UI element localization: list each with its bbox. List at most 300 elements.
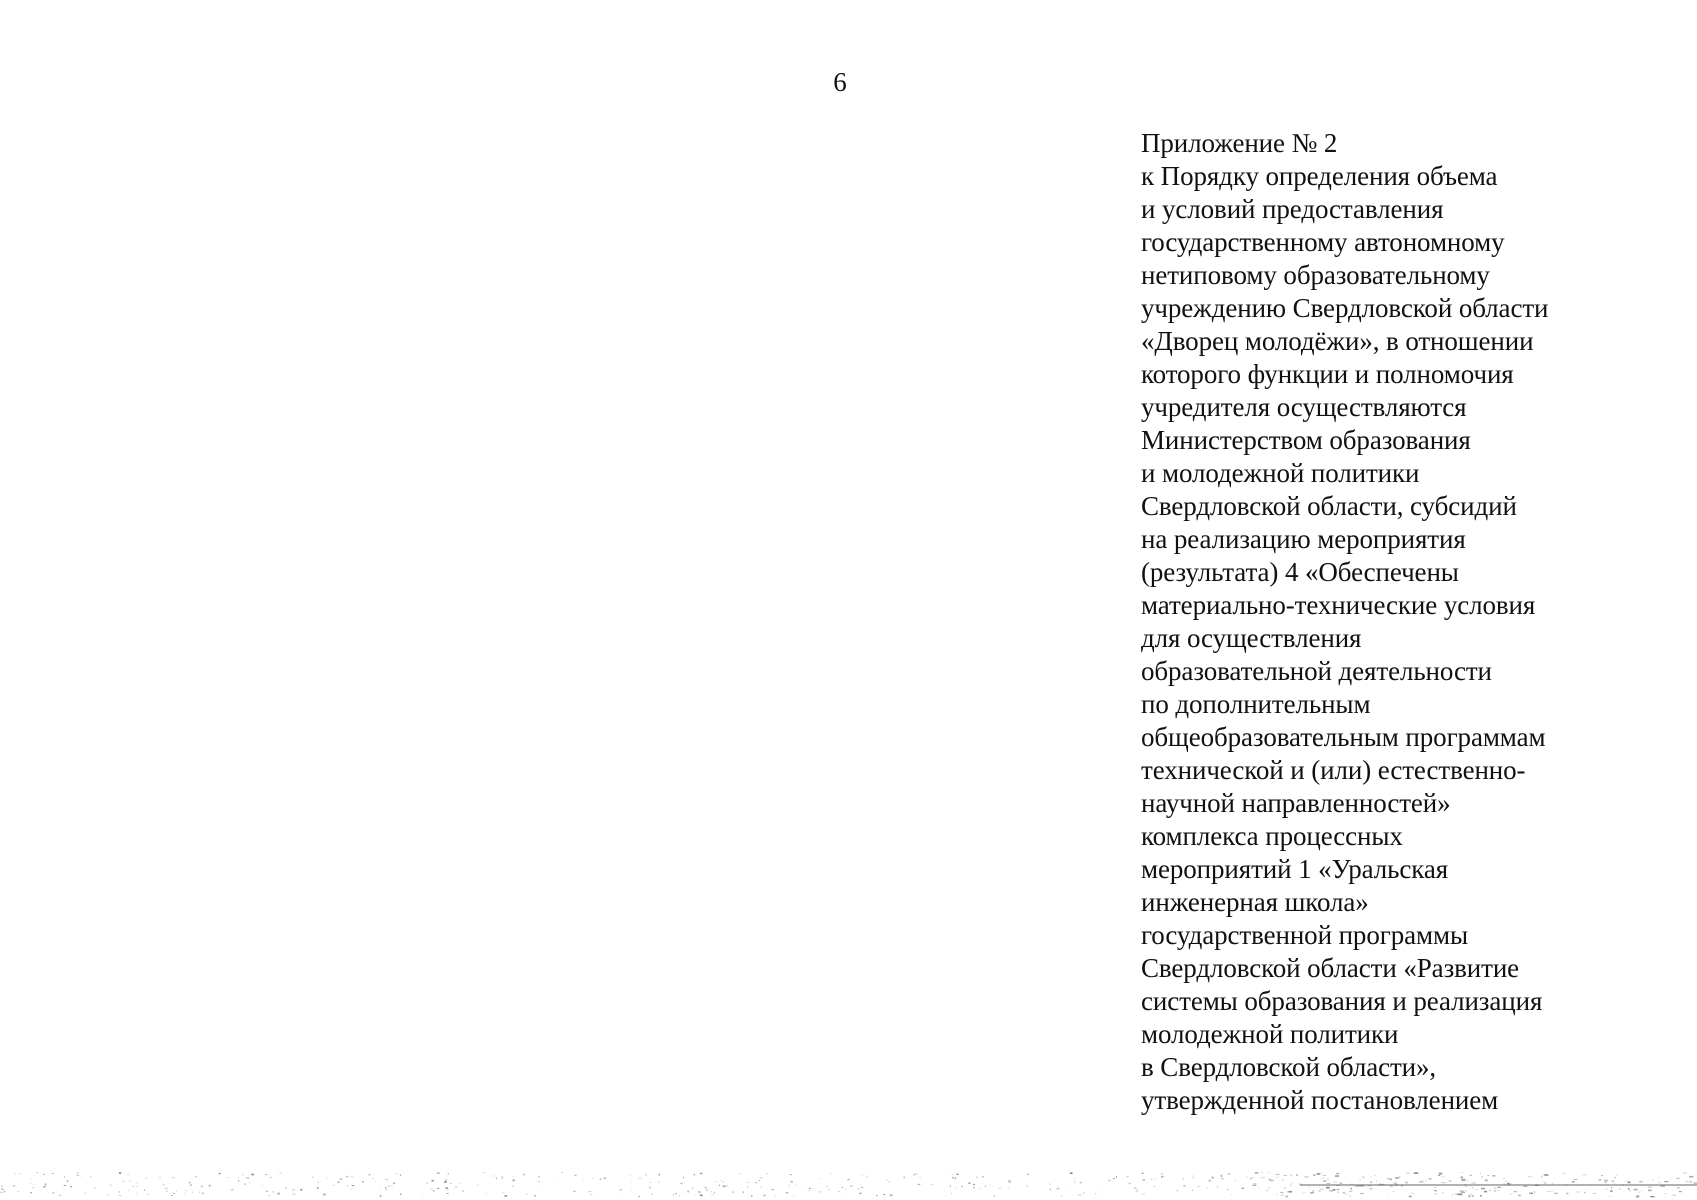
- scan-noise-speck: [1605, 1182, 1607, 1183]
- scan-noise-speck: [136, 1193, 137, 1194]
- scan-noise-speck: [1206, 1188, 1208, 1189]
- scan-noise-speck: [1057, 1188, 1060, 1189]
- scan-noise-speck: [1061, 1195, 1062, 1197]
- scan-noise-speck: [1340, 1182, 1342, 1184]
- scan-noise-speck: [1463, 1179, 1464, 1180]
- scan-noise-speck: [64, 1185, 66, 1186]
- scan-noise-speck: [1421, 1181, 1424, 1183]
- appendix-line: молодежной политики: [1141, 1019, 1399, 1049]
- scan-noise-speck: [184, 1193, 185, 1194]
- scan-noise-speck: [1116, 1176, 1117, 1178]
- scan-noise-speck: [955, 1177, 956, 1179]
- scan-noise-speck: [831, 1173, 832, 1174]
- scan-noise-speck: [1438, 1175, 1440, 1176]
- scan-noise-speck: [915, 1174, 918, 1175]
- scan-noise-speck: [1435, 1190, 1437, 1192]
- scan-noise-speck: [1262, 1173, 1263, 1174]
- scan-noise-speck: [372, 1178, 374, 1179]
- scan-noise-speck: [659, 1174, 660, 1176]
- scan-noise-speck: [30, 1182, 31, 1184]
- scan-noise-speck: [388, 1186, 389, 1187]
- scan-noise-speck: [751, 1195, 752, 1196]
- scan-noise-speck: [385, 1187, 386, 1188]
- scan-noise-speck: [1628, 1188, 1630, 1190]
- scan-noise-speck: [245, 1177, 247, 1178]
- scan-noise-speck: [1253, 1185, 1257, 1186]
- scan-noise-speck: [1531, 1194, 1532, 1195]
- scan-noise-speck: [1582, 1175, 1587, 1176]
- scan-noise-speck: [362, 1181, 364, 1182]
- scan-noise-speck: [600, 1178, 602, 1180]
- scan-noise-speck: [1359, 1179, 1361, 1180]
- scan-noise-speck: [13, 1185, 15, 1186]
- scan-noise-speck: [1673, 1195, 1676, 1196]
- scan-noise-speck: [1544, 1182, 1546, 1184]
- scan-noise-speck: [1136, 1189, 1138, 1190]
- scan-noise-speck: [395, 1174, 397, 1175]
- scan-noise-speck: [445, 1179, 447, 1180]
- scan-noise-speck: [985, 1186, 987, 1187]
- scan-noise-speck: [147, 1194, 150, 1195]
- scan-noise-speck: [1480, 1173, 1481, 1174]
- scan-noise-speck: [711, 1195, 714, 1196]
- scan-noise-speck: [1322, 1178, 1324, 1179]
- scan-noise-speck: [1496, 1190, 1500, 1191]
- scan-noise-speck: [501, 1176, 503, 1178]
- appendix-line: научной направленностей»: [1141, 788, 1451, 818]
- appendix-line: Приложение № 2: [1141, 128, 1338, 158]
- scan-noise-speck: [1474, 1189, 1478, 1190]
- scan-noise-speck: [238, 1178, 239, 1179]
- scan-noise-speck: [33, 1187, 34, 1188]
- scan-noise-speck: [1679, 1191, 1682, 1192]
- scan-noise-speck: [1634, 1189, 1638, 1191]
- scan-noise-speck: [292, 1190, 295, 1191]
- scan-noise-speck: [231, 1190, 234, 1191]
- scan-noise-speck: [620, 1189, 622, 1191]
- scan-noise-speck: [1333, 1181, 1337, 1183]
- scan-noise-speck: [771, 1189, 774, 1190]
- scan-noise-speck: [337, 1181, 340, 1183]
- scan-noise-speck: [1050, 1189, 1051, 1190]
- scan-noise-speck: [1409, 1196, 1412, 1198]
- scan-noise-speck: [1235, 1180, 1236, 1181]
- scan-noise-speck: [173, 1177, 175, 1178]
- scan-noise-speck: [1227, 1189, 1228, 1190]
- scan-noise-speck: [1533, 1190, 1534, 1191]
- scan-noise-speck: [918, 1184, 920, 1185]
- scan-noise-speck: [1228, 1173, 1231, 1175]
- scan-noise-speck: [1142, 1173, 1143, 1174]
- scan-noise-speck: [1349, 1191, 1352, 1193]
- scan-noise-speck: [760, 1178, 762, 1179]
- scan-noise-speck: [430, 1189, 433, 1190]
- scan-noise-speck: [883, 1194, 885, 1195]
- scan-noise-speck: [645, 1174, 647, 1175]
- scan-noise-speck: [1319, 1191, 1321, 1192]
- scan-noise-speck: [952, 1177, 953, 1179]
- appendix-line: комплекса процессных: [1141, 821, 1403, 851]
- scan-noise-speck: [293, 1193, 296, 1195]
- scan-noise-speck: [886, 1180, 887, 1181]
- scan-noise-speck: [44, 1174, 45, 1175]
- scan-noise-speck: [710, 1191, 712, 1192]
- scan-noise-speck: [1336, 1173, 1339, 1174]
- scan-noise-speck: [1628, 1182, 1631, 1184]
- scan-noise-speck: [136, 1186, 137, 1187]
- scan-noise-speck: [845, 1189, 846, 1191]
- scan-noise-speck: [1505, 1180, 1506, 1181]
- scan-noise-speck: [369, 1174, 371, 1176]
- scan-noise-speck: [192, 1192, 193, 1193]
- scan-noise-speck: [162, 1184, 165, 1186]
- scan-noise-strip: [0, 1168, 1697, 1200]
- scan-noise-speck: [1541, 1176, 1542, 1178]
- scan-noise-speck: [1462, 1181, 1465, 1182]
- scan-noise-speck: [119, 1172, 121, 1174]
- scan-noise-speck: [977, 1177, 978, 1178]
- scan-noise-speck: [1197, 1186, 1200, 1187]
- scan-noise-speck: [1276, 1177, 1279, 1178]
- scan-noise-speck: [795, 1185, 796, 1186]
- scan-noise-speck: [1434, 1187, 1436, 1188]
- scan-noise-speck: [1664, 1181, 1669, 1182]
- scan-noise-speck: [1108, 1180, 1110, 1182]
- scan-noise-speck: [1387, 1178, 1390, 1180]
- scan-noise-speck: [850, 1186, 852, 1187]
- scan-noise-speck: [171, 1195, 173, 1196]
- scan-noise-speck: [1309, 1187, 1311, 1188]
- scan-noise-speck: [969, 1182, 971, 1184]
- scan-noise-speck: [1296, 1174, 1298, 1176]
- scan-noise-speck: [129, 1190, 130, 1191]
- scan-noise-speck: [1183, 1186, 1185, 1187]
- scan-noise-speck: [861, 1187, 863, 1188]
- scan-noise-speck: [675, 1193, 676, 1194]
- scan-noise-speck: [202, 1193, 203, 1195]
- scan-noise-speck: [1542, 1182, 1543, 1183]
- scan-noise-speck: [122, 1181, 124, 1183]
- scan-noise-speck: [917, 1184, 918, 1185]
- scan-noise-speck: [1266, 1190, 1268, 1191]
- scan-noise-speck: [400, 1194, 401, 1196]
- scan-noise-speck: [1302, 1192, 1305, 1193]
- scan-noise-speck: [393, 1183, 395, 1184]
- scan-noise-speck: [1390, 1181, 1391, 1182]
- scan-noise-speck: [714, 1192, 715, 1194]
- scan-noise-speck: [747, 1187, 748, 1188]
- scan-noise-speck: [172, 1177, 173, 1178]
- scan-noise-speck: [1612, 1180, 1614, 1181]
- appendix-line: Свердловской области «Развитие: [1141, 953, 1520, 983]
- scan-noise-speck: [534, 1195, 536, 1196]
- scan-noise-speck: [1471, 1193, 1472, 1194]
- scan-noise-speck: [1269, 1180, 1273, 1182]
- scan-noise-speck: [1161, 1173, 1163, 1175]
- scan-noise-speck: [1251, 1178, 1252, 1180]
- scan-noise-speck: [790, 1181, 793, 1183]
- scan-noise-speck: [1231, 1194, 1232, 1195]
- scan-noise-speck: [740, 1173, 741, 1174]
- scan-noise-speck: [841, 1187, 843, 1188]
- scan-noise-speck: [1487, 1175, 1489, 1176]
- scan-noise-speck: [1268, 1187, 1269, 1189]
- scan-noise-speck: [460, 1183, 461, 1184]
- scan-noise-speck: [1095, 1193, 1096, 1194]
- scan-noise-speck: [683, 1193, 684, 1194]
- scan-noise-speck: [1070, 1172, 1073, 1174]
- scan-noise-speck: [1481, 1176, 1483, 1177]
- scan-noise-speck: [1627, 1181, 1628, 1182]
- scan-noise-speck: [788, 1185, 790, 1187]
- scan-noise-speck: [493, 1176, 495, 1177]
- scan-noise-speck: [590, 1194, 592, 1195]
- scan-noise-speck: [1337, 1189, 1340, 1190]
- appendix-line: к Порядку определения объема: [1141, 161, 1498, 191]
- scan-noise-speck: [537, 1187, 539, 1188]
- scan-noise-speck: [1414, 1172, 1418, 1174]
- scan-noise-speck: [649, 1187, 651, 1188]
- scan-noise-speck: [1636, 1196, 1639, 1198]
- scan-noise-speck: [1374, 1175, 1375, 1176]
- scan-noise-speck: [1551, 1191, 1554, 1192]
- scan-noise-speck: [973, 1187, 975, 1188]
- scan-noise-speck: [512, 1186, 514, 1187]
- scan-noise-speck: [20, 1173, 21, 1174]
- scan-noise-speck: [1528, 1177, 1532, 1178]
- scan-noise-speck: [700, 1195, 702, 1197]
- scan-noise-speck: [1261, 1177, 1265, 1178]
- scan-noise-speck: [1308, 1187, 1309, 1188]
- scan-noise-speck: [265, 1174, 267, 1175]
- scan-noise-speck: [513, 1180, 515, 1182]
- scan-noise-speck: [1376, 1180, 1377, 1182]
- scan-noise-speck: [1658, 1183, 1660, 1184]
- scan-noise-speck: [1405, 1182, 1408, 1184]
- scan-noise-speck: [1461, 1179, 1465, 1181]
- scan-noise-speck: [1056, 1189, 1058, 1190]
- scan-noise-speck: [119, 1196, 121, 1197]
- scan-noise-speck: [52, 1173, 54, 1174]
- appendix-line: государственной программы: [1141, 920, 1468, 950]
- scan-noise-speck: [705, 1187, 707, 1189]
- scan-noise-speck: [1176, 1190, 1178, 1191]
- scan-noise-speck: [1078, 1194, 1080, 1196]
- scan-noise-speck: [136, 1183, 137, 1184]
- scan-noise-speck: [1393, 1191, 1395, 1192]
- scan-noise-speck: [1362, 1177, 1364, 1178]
- scan-noise-speck: [1461, 1177, 1463, 1179]
- scan-noise-speck: [673, 1194, 674, 1196]
- scan-noise-speck: [1, 1186, 3, 1187]
- scan-noise-speck: [1155, 1178, 1157, 1179]
- scan-noise-speck: [30, 1192, 32, 1193]
- scan-noise-speck: [1323, 1175, 1326, 1176]
- scan-noise-speck: [1329, 1190, 1333, 1192]
- scan-noise-speck: [1320, 1188, 1324, 1190]
- scan-noise-speck: [1411, 1193, 1414, 1195]
- scan-noise-speck: [1074, 1181, 1075, 1183]
- scan-noise-speck: [1516, 1181, 1517, 1182]
- scan-noise-speck: [119, 1191, 120, 1193]
- scan-noise-speck: [1511, 1194, 1513, 1196]
- scan-noise-speck: [755, 1182, 757, 1183]
- scan-noise-speck: [1250, 1178, 1254, 1179]
- scan-noise-speck: [1639, 1191, 1641, 1193]
- scan-noise-speck: [433, 1191, 435, 1192]
- scan-noise-speck: [1319, 1187, 1320, 1188]
- scan-noise-speck: [1335, 1175, 1339, 1177]
- scan-noise-speck: [1129, 1183, 1132, 1184]
- scan-noise-speck: [1613, 1183, 1615, 1184]
- scan-noise-speck: [1529, 1193, 1533, 1195]
- scan-noise-speck: [702, 1195, 703, 1196]
- scan-noise-speck: [1317, 1173, 1321, 1175]
- appendix-line: образовательной деятельности: [1141, 656, 1492, 686]
- scan-noise-speck: [876, 1195, 878, 1196]
- scan-noise-speck: [631, 1181, 632, 1182]
- scan-noise-speck: [67, 1180, 69, 1181]
- scan-noise-speck: [43, 1186, 46, 1188]
- scan-noise-speck: [277, 1193, 280, 1195]
- scan-noise-speck: [165, 1188, 168, 1189]
- scan-noise-speck: [1395, 1177, 1399, 1178]
- scan-noise-speck: [1217, 1186, 1218, 1188]
- scan-noise-speck: [1285, 1196, 1288, 1198]
- scan-noise-speck: [723, 1186, 726, 1188]
- scan-noise-speck: [186, 1190, 187, 1191]
- scan-noise-speck: [993, 1181, 994, 1182]
- scan-noise-speck: [447, 1193, 449, 1194]
- scan-noise-speck: [1182, 1178, 1183, 1180]
- scan-noise-speck: [1142, 1194, 1145, 1195]
- appendix-heading: [1141, 127, 1661, 1117]
- scan-noise-speck: [950, 1186, 951, 1187]
- scan-noise-speck: [346, 1176, 348, 1178]
- scan-noise-speck: [242, 1174, 243, 1176]
- scan-noise-speck: [1574, 1179, 1578, 1180]
- scan-noise-speck: [448, 1173, 449, 1175]
- scan-noise-speck: [904, 1177, 905, 1179]
- scan-noise-speck: [954, 1179, 955, 1181]
- scan-noise-speck: [951, 1175, 954, 1176]
- scan-noise-speck: [890, 1194, 893, 1196]
- scan-noise-speck: [1452, 1195, 1453, 1196]
- scan-noise-streak: [1300, 1184, 1697, 1186]
- scan-noise-speck: [300, 1189, 302, 1191]
- scan-noise-speck: [1143, 1179, 1146, 1180]
- appendix-line: и молодежной политики: [1141, 458, 1420, 488]
- scan-noise-speck: [313, 1177, 314, 1179]
- scan-noise-speck: [1572, 1181, 1575, 1183]
- scan-noise-speck: [199, 1192, 200, 1193]
- scan-noise-speck: [375, 1181, 376, 1182]
- scan-noise-speck: [1534, 1191, 1535, 1193]
- scan-noise-speck: [763, 1195, 766, 1197]
- scan-noise-speck: [999, 1188, 1001, 1189]
- scan-noise-speck: [1619, 1188, 1621, 1189]
- appendix-line: (результата) 4 «Обеспечены: [1141, 557, 1459, 587]
- scan-noise-speck: [1126, 1176, 1128, 1178]
- scan-noise-speck: [333, 1185, 336, 1186]
- scan-noise-speck: [190, 1184, 192, 1185]
- scan-noise-speck: [0, 1192, 2, 1193]
- scan-noise-speck: [1425, 1180, 1427, 1181]
- scan-noise-speck: [1439, 1173, 1443, 1175]
- scan-noise-speck: [1611, 1187, 1612, 1188]
- scan-noise-speck: [1606, 1189, 1608, 1190]
- scan-noise-speck: [323, 1194, 326, 1196]
- scan-noise-speck: [272, 1191, 274, 1193]
- scan-noise-speck: [721, 1180, 722, 1181]
- scan-noise-speck: [1460, 1191, 1464, 1192]
- scan-noise-speck: [1370, 1176, 1371, 1177]
- scan-noise-speck: [270, 1177, 271, 1178]
- scan-noise-speck: [352, 1185, 355, 1186]
- scan-noise-speck: [826, 1186, 828, 1187]
- scan-noise-speck: [1689, 1181, 1692, 1183]
- scan-noise-speck: [1280, 1192, 1284, 1193]
- scan-noise-speck: [722, 1182, 724, 1183]
- scan-noise-speck: [680, 1183, 682, 1184]
- scan-noise-speck: [786, 1192, 789, 1193]
- scan-noise-speck: [145, 1178, 147, 1179]
- scan-noise-speck: [1658, 1177, 1659, 1178]
- scan-noise-speck: [1192, 1175, 1193, 1177]
- scan-noise-speck: [956, 1188, 957, 1189]
- scan-noise-speck: [85, 1193, 87, 1194]
- scan-noise-speck: [386, 1179, 388, 1180]
- scan-noise-speck: [1193, 1178, 1194, 1179]
- scan-noise-speck: [819, 1192, 822, 1193]
- scan-noise-speck: [1259, 1187, 1260, 1188]
- appendix-line: и условий предоставления: [1141, 194, 1444, 224]
- scan-noise-speck: [39, 1172, 40, 1173]
- appendix-line: Министерством образования: [1141, 425, 1471, 455]
- scan-noise-speck: [1484, 1191, 1487, 1193]
- scan-noise-speck: [1441, 1176, 1445, 1177]
- scan-noise-speck: [1601, 1175, 1603, 1176]
- scan-noise-speck: [1080, 1194, 1081, 1195]
- scan-noise-speck: [209, 1185, 211, 1187]
- scan-noise-speck: [1343, 1192, 1345, 1194]
- appendix-line: которого функции и полномочия: [1141, 359, 1514, 389]
- scan-noise-speck: [961, 1186, 963, 1187]
- scan-noise-speck: [1326, 1183, 1330, 1184]
- scan-noise-speck: [326, 1178, 327, 1179]
- scan-noise-speck: [380, 1191, 381, 1192]
- scan-noise-speck: [1281, 1192, 1282, 1193]
- scan-noise-speck: [951, 1193, 952, 1194]
- scan-noise-speck: [15, 1174, 16, 1175]
- scan-noise-speck: [317, 1187, 319, 1189]
- scan-noise-speck: [1636, 1195, 1639, 1196]
- appendix-line: для осуществления: [1141, 623, 1362, 653]
- scan-noise-speck: [1351, 1188, 1353, 1190]
- scan-noise-speck: [1370, 1182, 1372, 1183]
- scan-noise-speck: [129, 1180, 131, 1181]
- scan-noise-speck: [34, 1184, 35, 1186]
- scan-noise-speck: [249, 1182, 250, 1183]
- scan-noise-speck: [743, 1191, 744, 1193]
- appendix-line: утвержденной постановлением: [1141, 1085, 1499, 1115]
- scan-noise-speck: [450, 1183, 452, 1184]
- scan-noise-speck: [583, 1181, 584, 1182]
- scan-noise-speck: [132, 1186, 134, 1187]
- scan-noise-speck: [502, 1192, 504, 1193]
- scan-noise-speck: [1472, 1187, 1473, 1188]
- scan-noise-speck: [347, 1185, 348, 1187]
